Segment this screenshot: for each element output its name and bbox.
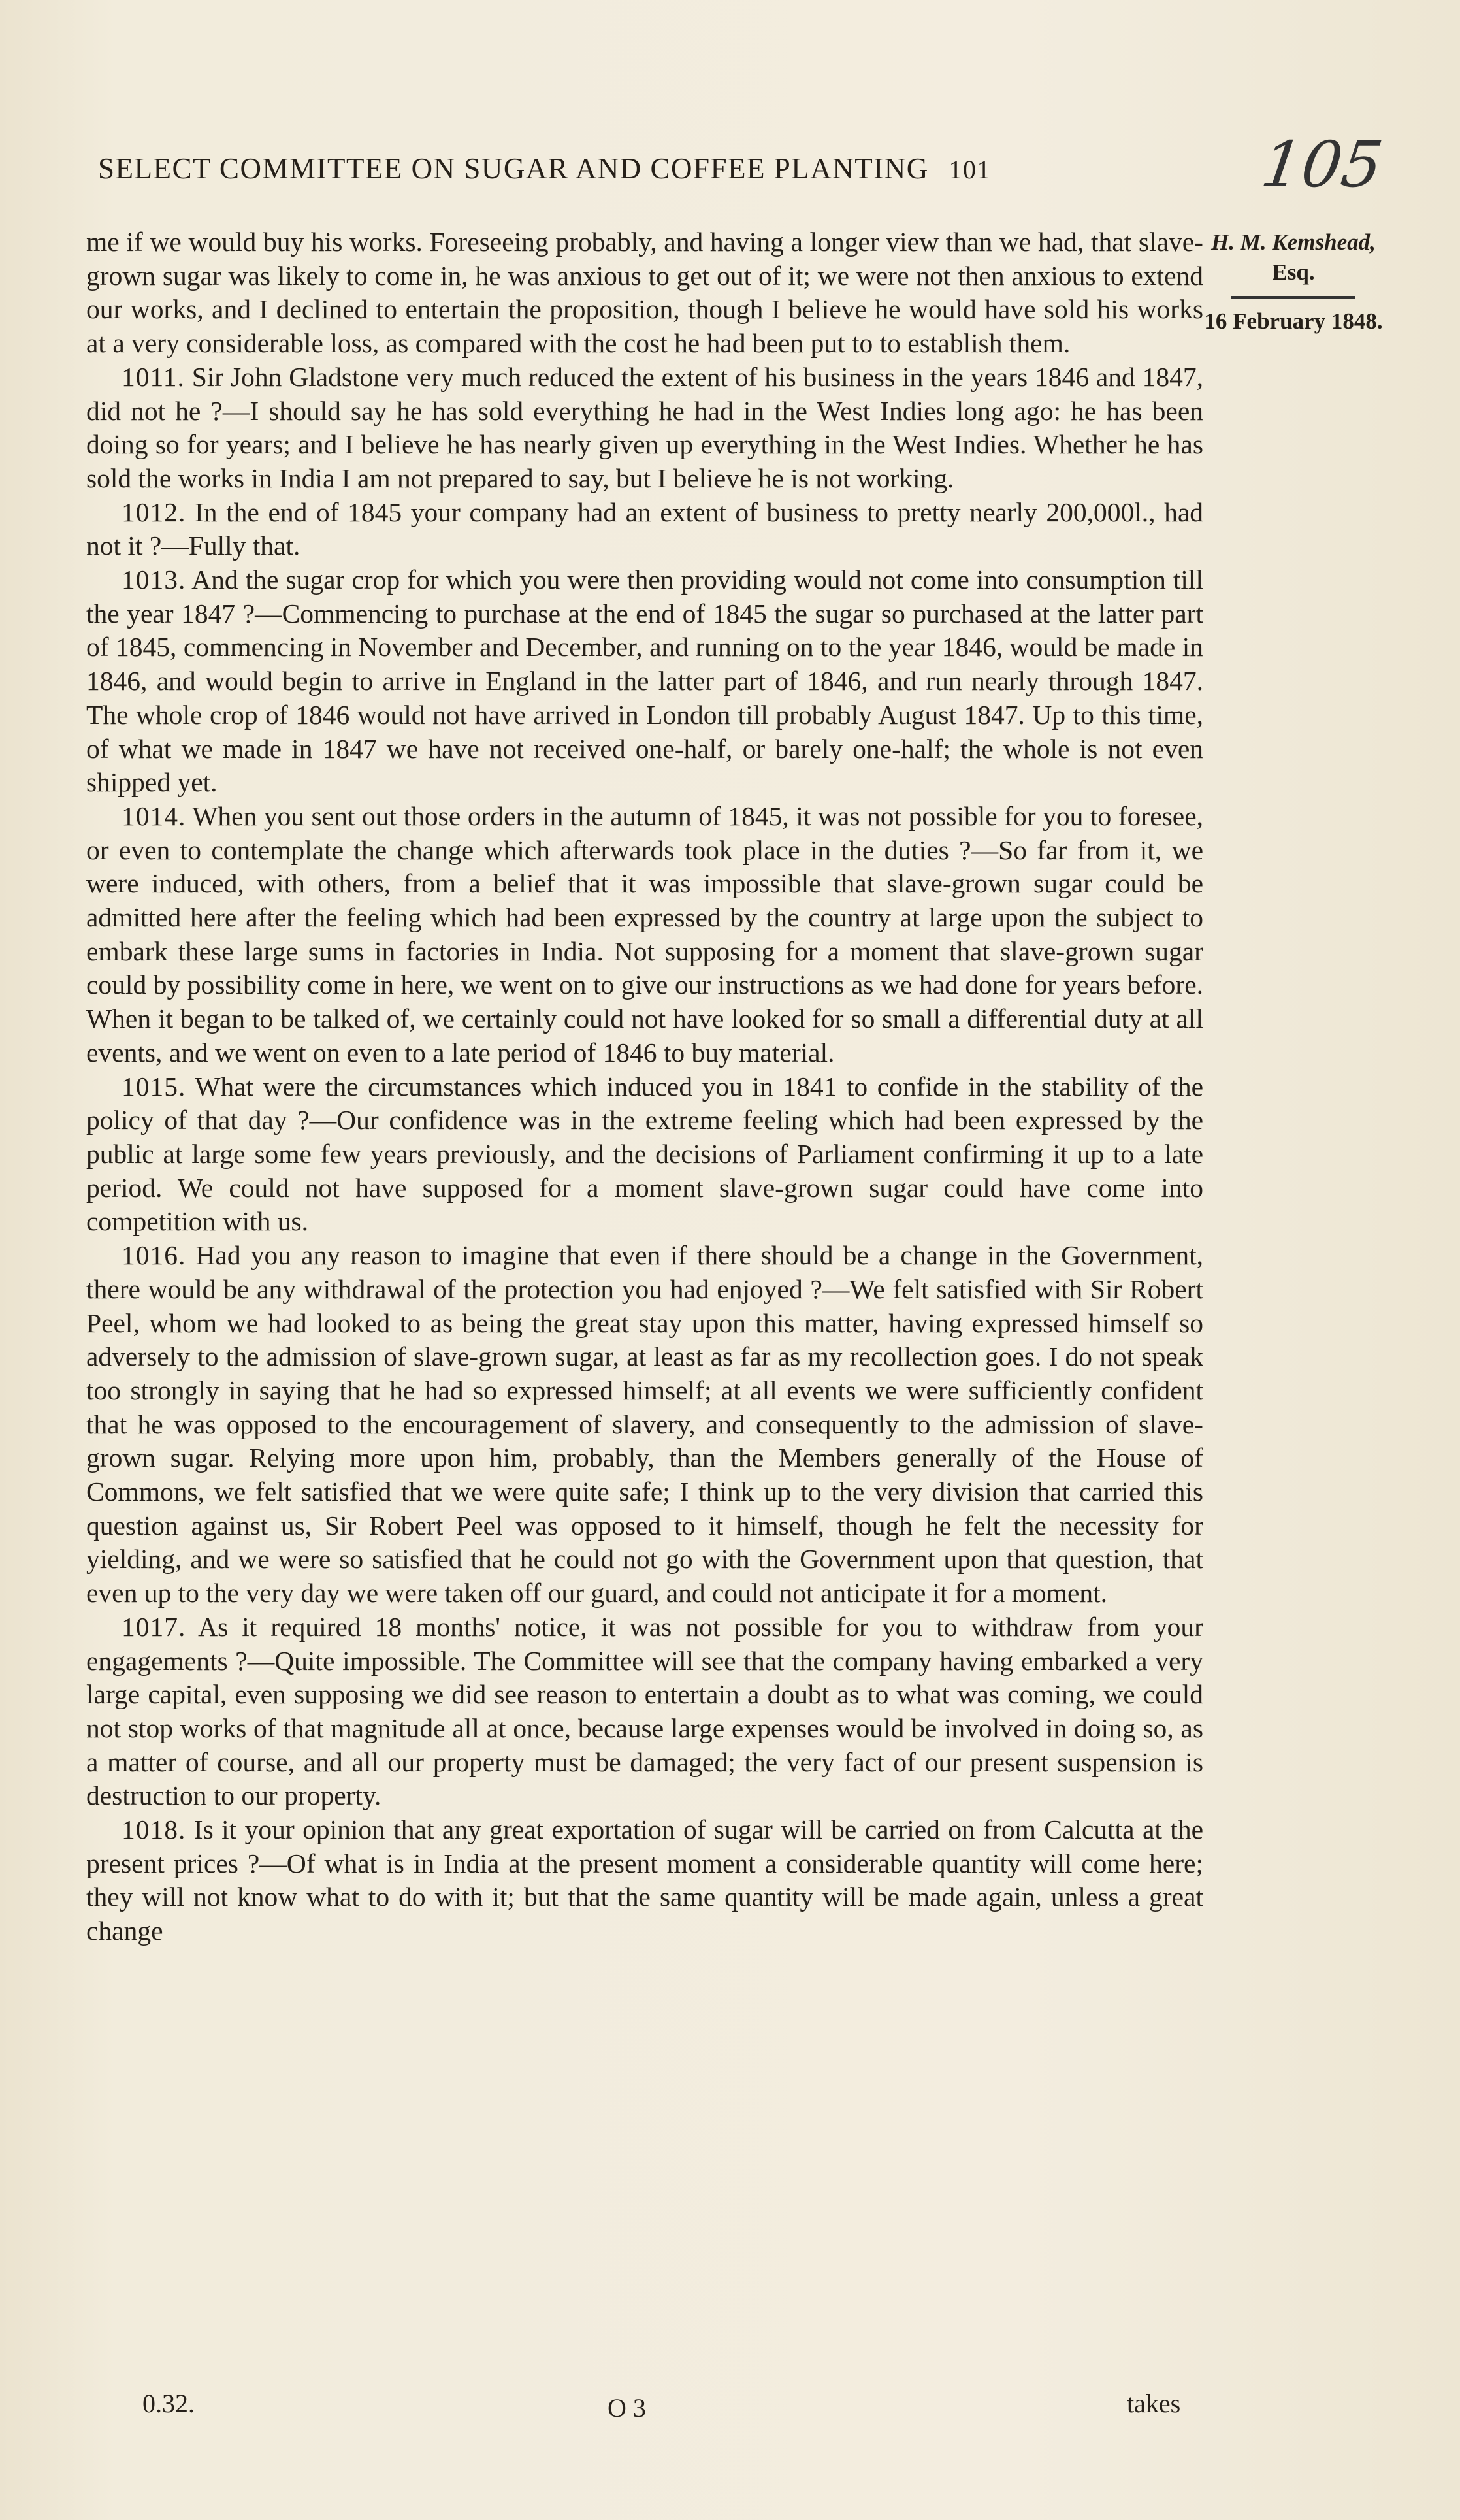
paragraph-text: As it required 18 months' notice, it was not possible for you to withdraw from your engagements ?—Quite impossible. The Committee will see that the company having embarked a very large capital, even supposing we did see reason to entertain a doubt as to what was coming, we could not stop works of that magnitude all at once, because large expenses would be involved in doing so, as a matter of course, and all our property must be damaged; the very fact of our present suspension is destruction to our property. xyxy=(86,1611,1203,1811)
question-number: 1015. xyxy=(122,1071,186,1102)
running-title: SELECT COMMITTEE ON SUGAR AND COFFEE PLANTING xyxy=(98,152,929,185)
question-number: 1013. xyxy=(122,565,186,595)
paragraph xyxy=(86,1070,1203,1239)
question-number: 1014. xyxy=(122,800,186,831)
paragraph-text: And the sugar crop for which you were then providing would not come into consumption till the year 1847 ?—Commencing to purchase at the end of 1845 the sugar so purchased at the latter part of 1845, commencing in November and December, and running on to the year 1846, would be made in 1846, and would begin to arrive in England in the latter part of 1846, and run nearly through 1847. The whole crop of 1846 would not have arrived in London till probably August 1847. Up to this time, of what we made in 1847 we have not received one-half, or barely one-half; the whole is not even shipped yet. xyxy=(86,565,1203,798)
body-text xyxy=(86,225,1203,1948)
paragraph-text: What were the circumstances which induced you in 1841 to confide in the stability of the policy of that day ?—Our confidence was in the extreme feeling which had been expressed by the public at large some few years previously, and the decisions of Parliament confirming it up to a late period. We could not have supposed for a moment slave-grown sugar could have come into competition with us. xyxy=(86,1071,1203,1237)
witness-suffix: Esq. xyxy=(1272,259,1315,285)
paragraph-text: In the end of 1845 your company had an extent of business to pretty nearly 200,000l., had not it ?—Fully that. xyxy=(86,497,1203,561)
printer-signature: 0.32. xyxy=(142,2389,195,2418)
margin-note xyxy=(1182,227,1404,336)
running-head xyxy=(98,152,1169,186)
paragraph-text: Had you any reason to imagine that even if there should be a change in the Government, there would be any withdrawal of the protection you had enjoyed ?—We felt satisfied with Sir Robert Peel, whom we had looked to as being the great stay upon this matter, having expressed himself so adversely to the admission of slave-grown sugar, at least as far as my recollection goes. I do not speak too strongly in saying that he had so expressed himself; at all events we were sufficiently confident that he was opposed to the encouragement of slavery, and consequently to the admission of slave-grown sugar. Relying more upon him, probably, than the Members generally of the House of Commons, we felt satisfied that we were quite safe; I think up to the very division that carried this question against us, Sir Robert Peel was opposed to it himself, though he felt the necessity for yielding, and we were so satisfied that he could not go with the Government upon that question, that even up to the very day we were taken off our guard, and could not anticipate it for a moment. xyxy=(86,1240,1204,1609)
paragraph xyxy=(86,1611,1203,1813)
paragraph xyxy=(86,361,1203,496)
paragraph xyxy=(86,225,1203,361)
question-number: 1018. xyxy=(122,1814,186,1845)
paragraph xyxy=(86,496,1203,563)
witness-name: H. M. Kemshead, xyxy=(1211,229,1376,255)
paragraph xyxy=(86,1813,1203,1948)
paragraph-text: me if we would buy his works. Foreseeing probably, and having a longer view than we had, that slave-grown sugar was likely to come in, he was anxious to get out of it; we were not then anxious to extend our works, and I declined to entertain the proposition, though I believe he would have sold his works at a very considerable loss, as compared with the cost he had been put to to establish them. xyxy=(86,227,1203,359)
paragraph-text: Sir John Gladstone very much reduced the extent of his business in the years 1846 and 1847, did not he ?—I should say he has sold everything he had in the West Indies long ago: he has been doing so for years; and I believe he has nearly given up everything in the West Indies. Whether he has sold the works in India I am not prepared to say, but I believe he is not working. xyxy=(86,361,1204,493)
paragraph xyxy=(86,800,1203,1070)
sheet-mark: O 3 xyxy=(608,2393,646,2423)
question-number: 1017. xyxy=(122,1611,186,1642)
paragraph xyxy=(86,563,1203,800)
question-number: 1011. xyxy=(122,361,185,392)
handwritten-folio: 105 xyxy=(1257,128,1387,201)
paragraph-text: Is it your opinion that any great exportation of sugar will be carried on from Calcutta at the present prices ?—Of what is in India at the present moment a considerable quantity will come here; they will not know what to do with it; but that the same quantity will be made again, unless a great change xyxy=(86,1814,1204,1946)
hearing-date: 16 February 1848. xyxy=(1204,308,1383,334)
paragraph-text: When you sent out those orders in the autumn of 1845, it was not possible for you to foresee, or even to contemplate the change which afterwards took place in the duties ?—So far from it, we were induced, with others, from a belief that it was impossible that slave-grown sugar could be admitted here after the feeling which had been expressed by the country at large upon the subject to embark these large sums in factories in India. Not supposing for a moment that slave-grown sugar could by possibility come in here, we went on to give our instructions as we had done for years before. When it began to be talked of, we certainly could not have looked for so small a differential duty at all events, and we went on even to a late period of 1846 to buy material. xyxy=(86,800,1203,1068)
paragraph xyxy=(86,1239,1203,1611)
question-number: 1012. xyxy=(122,497,186,527)
catchword: takes xyxy=(1127,2389,1181,2418)
margin-rule xyxy=(1231,296,1355,299)
question-number: 1016. xyxy=(122,1240,186,1271)
page-number: 101 xyxy=(949,155,991,184)
